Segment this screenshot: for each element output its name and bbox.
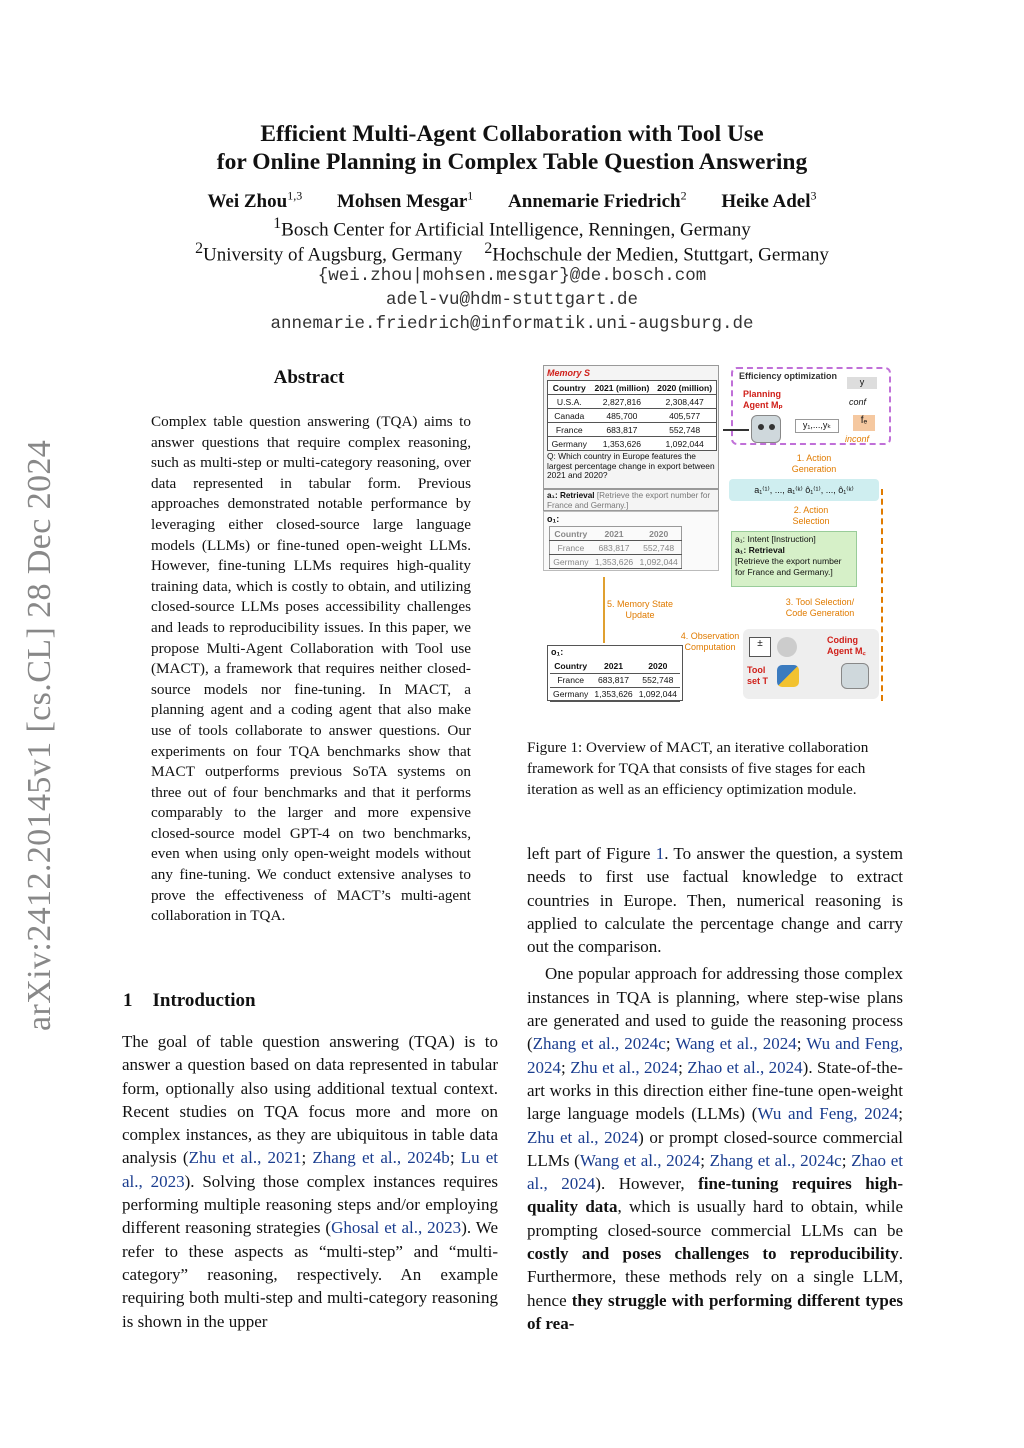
citation-link[interactable]: Ghosal et al., 2023 [331,1218,462,1238]
author: Wei Zhou$^{1,3}$ [207,189,303,213]
robot-icon [751,415,781,443]
action-candidates: a₁⁽¹⁾, ..., a₁⁽ᵏ⁾ ô₁⁽¹⁾, ..., ô₁⁽ᵏ⁾ [729,479,879,501]
email-2[interactable]: adel-vu@hdm-stuttgart.de [385,290,639,310]
table-row: U.S.A. 2,827,816 2,308,447 [548,395,717,409]
efficiency-box: Efficiency optimization Planning Agent Mₚ y conf fₑ inconf y₁,...,yₖ [731,367,891,445]
paper-title [0,120,1024,176]
figure-ref-link[interactable]: 1 [655,844,665,863]
intro-left-column: The goal of table question answering (TQA) is to answer a question based on data represented in tabular form, optionally also using additional textual context. Recent studies on TQA focus more and more on complex instances, as they are ubiquitous in table data analysis (Zhu et al., 2021; Zhang et al., 2024b; Lu et al., 2023). Solving those complex instances requires performing multiple reasoning steps and/or employing different reasoning strategies (Ghosal et al., 2023). We refer to these aspects as “multi-step” and “multi-category” reasoning, respectively. An example requiring both multi-step and multi-category reasoning is shown in the upper [122,1032,499,1331]
memory-panel [543,365,719,489]
arrow [603,577,605,643]
title-line-1: Efficient Multi-Agent Collaboration with Tool Use [260,121,764,147]
citation-link[interactable]: Zhang et al., 2024b [312,1148,450,1168]
arxiv-watermark: arXiv:2412.20145v1 [cs.CL] 28 Dec 2024 [21,439,58,1031]
coding-agent-panel: Coding Agent M꜀ Tool set T ± [743,629,879,699]
citation-link[interactable]: Zhu et al., 2021 [188,1148,302,1168]
calculator-icon: ± [749,637,771,657]
memory-label: Memory S [547,368,591,378]
dashed-flow-line [881,489,883,701]
robot-icon [841,663,869,689]
author: Heike Adel$^3$ [721,189,817,213]
arrow [723,429,749,431]
figure-1-diagram: Memory S Country 2021 (million) 2020 (million) U.S.A. 2,827,816 2,308,447 Canada 485,700 405,577 France 683,817 552,748 Germany 1,353,626 1,092,044 Q: Which country in Europe features the largest percentage change in export between 2021 and 2020? a₁: Retrieval [Retrieve the export number for France and Germany.] o₁: Country 2021 2020 France 683,817 552,748 Germany 1,353,626 1,092,044 Efficiency optimization Planning Agent Mₚ y conf fₑ inconf y₁,...,yₖ 1. Action Generation a₁⁽¹⁾, ..., a₁⁽ᵏ⁾ ô₁⁽¹⁾, ..., ô₁⁽ᵏ⁾ 2. Action Selection a₁: Intent [Instruction] a₁: Retrieval [Retrieve the export number for France and Germany.] 3. Tool Selection/ Code Generation 5. Memory State Update 4. Observation Computation Coding Agent M꜀ Tool set T ± o₁: Country 2021 2020 France 683,817 552,748 Germany 1,353,626 1,092,044 [537,365,893,705]
affiliation-1: $^1$Bosch Center for Artificial Intelligence, Renningen, Germany [273,215,751,241]
citation-link[interactable]: Lu et al., 2023 [122,1148,499,1191]
citation-link[interactable]: Zhao et al., 2024 [687,1057,803,1077]
citation-link[interactable]: Wu and Feng, 2024 [757,1104,899,1124]
citation-link[interactable]: Wang et al., 2024 [579,1150,701,1170]
title-line-2: for Online Planning in Complex Table Question Answering [216,149,808,175]
citation-link[interactable]: Zhu et al., 2024 [527,1127,639,1147]
table-header: 2021 (million) [591,381,654,395]
memory-table [547,380,717,451]
selected-action: a₁: Intent [Instruction] a₁: Retrieval [Retrieve the export number for France and Germany.] [731,531,857,587]
table-row: France 683,817 552,748 [548,423,717,437]
abstract-body: Complex table question answering (TQA) aims to answer questions that require complex reasoning, such as multi-step or multi-category reasoning, over data represented in tabular form. Previous approaches demonstrated notable performance by leveraging either closed-source large language models (LLMs) or fine-tuned open-weight LLMs. However, fine-tuning LLMs requires high-quality training data, which is costly to obtain, and utilizing closed-source LLMs poses accessibility challenges and leads to reproducibility issues. In this paper, we propose Multi-Agent Collaboration with Tool use (MACT), a framework that requires neither closed-source models nor fine-tuning. In MACT, a planning agent and a coding agent that also make use of tools collaborate to answer questions. Our experiments on four TQA benchmarks show that MACT outperforms previous SoTA systems on three out of four benchmarks and that it performs comparably to the larger and more expensive closed-source model GPT-4 on two benchmarks, even when using only open-weight models without any fine-tuning. We conduct extensive analyses to prove the effectiveness of MACT’s multi-agent collaboration in TQA. [151,413,471,925]
affiliation-2-3: $^2$University of Augsburg, Germany $^2$Hochschule der Medien, Stuttgart, Germany [195,240,829,266]
observation-result: o₁: Country 2021 2020 France 683,817 552,748 Germany 1,353,626 1,092,044 [547,645,683,701]
intro-right-column: left part of Figure 1. To answer the question, a system needs to first use factual knowledge to extract countries in Europe. Then, numerical reasoning is applied to calculate the percentage change and carry out the comparison. One popular approach for addressing those complex instances in TQA is planning, where step-wise plans are generated and used to guide the reasoning process (Zhang et al., 2024c; Wang et al., 2024; Wu and Feng, 2024; Zhu et al., 2024; Zhao et al., 2024). State-of-the-art works in this direction either fine-tune open-weight large language models (LLMs) (Wu and Feng, 2024; Zhu et al., 2024) or prompt closed-source commercial LLMs (Wang et al., 2024; Zhang et al., 2024c; Zhao et al., 2024). However, fine-tuning requires high-quality data, which is usually hard to obtain, while prompting closed-source commercial LLMs can be costly and poses challenges to reproducibility. Furthermore, these methods rely on a single LLM, hence they struggle with performing different types of rea- [527,844,904,1333]
table-row: Germany 1,353,626 1,092,044 [548,437,717,451]
table-header: 2020 (million) [653,381,716,395]
python-icon [777,665,799,687]
gear-icon [777,637,797,657]
table-header: Country [548,381,591,395]
citation-link[interactable]: Zhang et al., 2024c [709,1150,842,1170]
email-3[interactable]: annemarie.friedrich@informatik.uni-augsburg.de [270,314,754,334]
citation-link[interactable]: Zhang et al., 2024c [532,1034,666,1054]
citation-link[interactable]: Zhu et al., 2024 [570,1057,679,1077]
abstract-heading: Abstract [273,367,345,388]
question-text: Q: Which country in Europe features the largest percentage change in export between 2021 and 2020? [547,451,715,481]
retrieval-note: a₁: Retrieval [Retrieve the export number for France and Germany.] [543,489,719,511]
email-1[interactable]: {wei.zhou|mohsen.mesgar}@de.bosch.com [317,266,707,286]
citation-link[interactable]: Wang et al., 2024 [675,1034,797,1054]
observation-panel: o₁: Country 2021 2020 France 683,817 552,748 Germany 1,353,626 1,092,044 [543,511,719,571]
observation-result-table: Country 2021 2020 France 683,817 552,748 Germany 1,353,626 1,092,044 [550,659,680,702]
section-heading-introduction: 1 Introduction [123,990,256,1011]
citation-link[interactable]: Zhao et al., 2024 [527,1150,903,1194]
citation-link[interactable]: Wu and Feng, 2024 [527,1034,903,1077]
author: Mohsen Mesgar$^1$ [336,189,474,213]
author-list [0,189,1024,213]
table-row: Canada 485,700 405,577 [548,409,717,423]
author: Annemarie Friedrich$^2$ [508,189,687,213]
figure-caption: Figure 1: Overview of MACT, an iterative collaboration framework for TQA that consists of five stages for each iteration as well as an efficiency optimization module. [527,739,869,798]
observation-table: Country 2021 2020 France 683,817 552,748 Germany 1,353,626 1,092,044 [549,526,682,569]
planning-agent-label: Planning Agent Mₚ [743,389,783,410]
